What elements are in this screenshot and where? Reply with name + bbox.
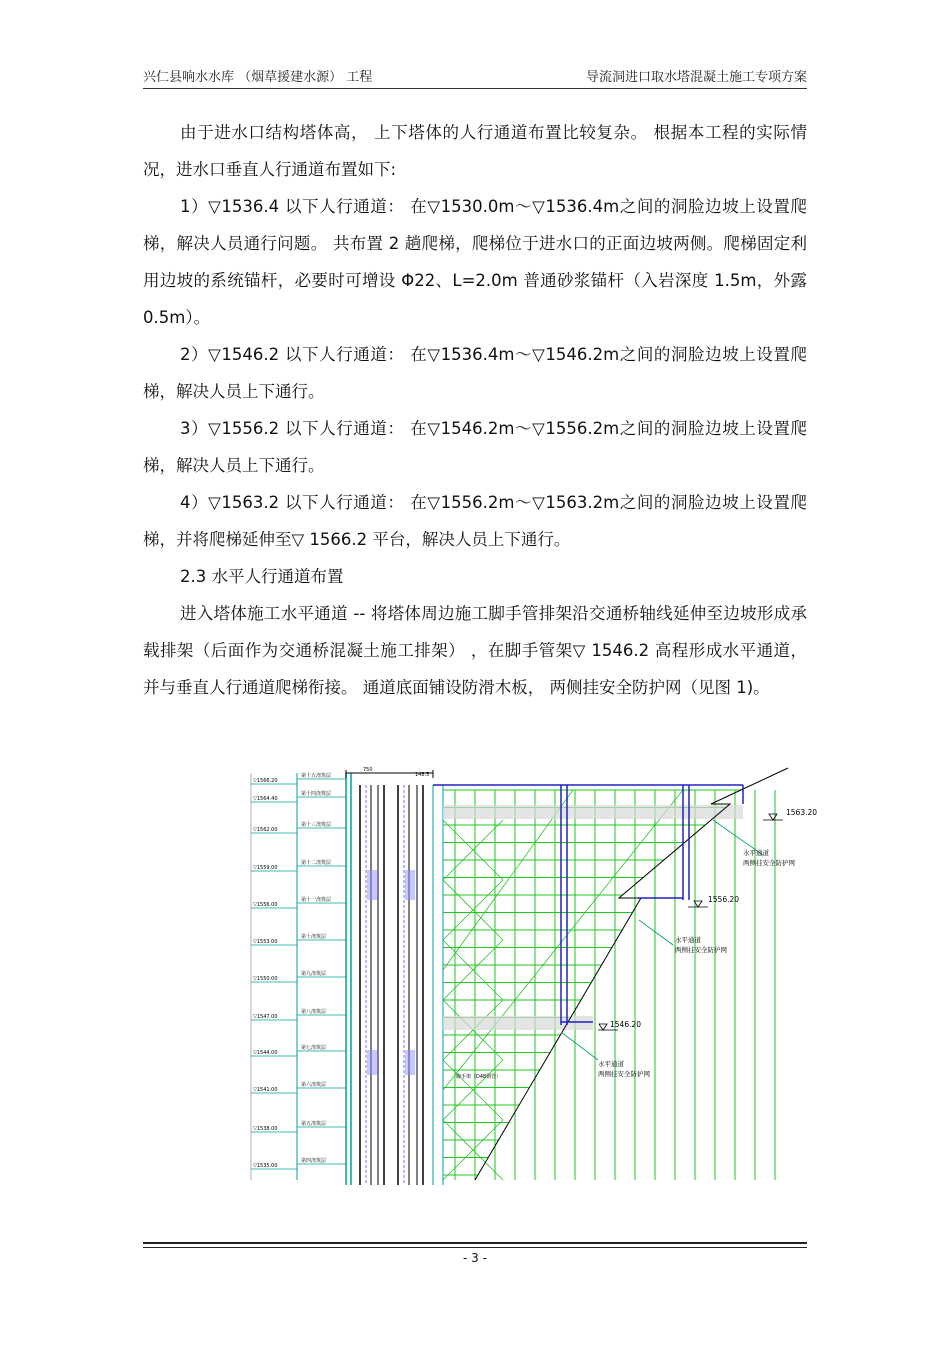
layer-label: 第八浇筑层 <box>301 1009 327 1015</box>
layer-label: 第五浇筑层 <box>301 1121 327 1127</box>
paragraph-intro: 由于进水口结构塔体高， 上下塔体的人行通道布置比较复杂。 根据本工程的实际情况，进水口垂直人行通道布置如下: <box>143 123 807 179</box>
net-label-2 <box>639 920 728 954</box>
elevation-labels <box>251 772 346 1169</box>
elevation-label: ▽1535.00 <box>253 1163 278 1169</box>
body-text <box>143 114 807 706</box>
footer-rule-thin <box>143 1247 807 1248</box>
layer-label: 第十浇筑层 <box>301 934 327 940</box>
paragraph-item-1: 1）▽1536.4 以下人行通道： 在▽1530.0m～▽1536.4m之间的洞脸边坡上设置爬梯，解决人员通行问题。 共布置 2 趟爬梯，爬梯位于进水口的正面边坡两侧。爬梯固定利用边坡的系统锚杆，必要时可增设 Φ22、L=2.0m 普通砂浆锚杆（入岩深度 1.5m，外露 0.5m）。 <box>143 197 807 327</box>
page-number: - 3 - <box>463 1251 487 1265</box>
elevation-label: ▽1544.00 <box>253 1050 278 1056</box>
net-label-line2: 两侧挂安全防护网 <box>743 859 795 867</box>
elevation-label: ▽1550.00 <box>253 976 278 982</box>
right-elevation-1556 <box>688 895 739 907</box>
layer-label: 第十三浇筑层 <box>301 822 332 828</box>
right-elevation-1563 <box>763 808 817 820</box>
elevation-label: ▽1553.00 <box>253 939 278 945</box>
elevation-label: ▽1562.00 <box>253 827 278 833</box>
section-heading: 2.3 水平人行通道布置 <box>180 567 344 586</box>
elevation-label: ▽1547.00 <box>253 1014 278 1020</box>
layer-label: 第十一浇筑层 <box>301 897 332 903</box>
net-label-line2: 两侧挂安全防护网 <box>675 946 727 954</box>
net-label-line1: 水平通道 <box>743 849 769 857</box>
paragraph-item-3: 3）▽1556.2 以下人行通道： 在▽1546.2m～▽1556.2m之间的洞脸边坡上设置爬梯，解决人员上下通行。 <box>143 419 807 475</box>
scaffold-brace <box>443 790 683 1090</box>
layer-label: 第七浇筑层 <box>301 1045 327 1051</box>
net-label-line1: 水平通道 <box>598 1060 624 1068</box>
elevation-label: ▽1566.20 <box>253 778 278 784</box>
scaffold-note: 脚手架（D48钢管） <box>456 1074 502 1080</box>
scaffold-figure <box>243 760 818 1190</box>
right-elevation-label: 1556.20 <box>708 895 740 904</box>
scaffold-drawing <box>243 760 818 1190</box>
net-label-1 <box>713 820 796 867</box>
right-elevation-1546 <box>598 1020 641 1030</box>
layer-label: 第六浇筑层 <box>301 1082 327 1088</box>
elevation-label: ▽1559.00 <box>253 865 278 871</box>
header-project-title: 兴仁县响水水库 （烟草援建水源） 工程 <box>143 70 373 85</box>
top-dim-1: 750 <box>363 767 373 773</box>
page-header <box>143 64 807 86</box>
elevation-label: ▽1564.40 <box>253 796 278 802</box>
net-label-line2: 两侧挂安全防护网 <box>598 1070 650 1078</box>
elevation-label: ▽1541.00 <box>253 1087 278 1093</box>
layer-label: 第九浇筑层 <box>301 971 327 977</box>
paragraph-item-4: 4）▽1563.2 以下人行通道： 在▽1556.2m～▽1563.2m之间的洞脸边坡上设置爬梯，并将爬梯延伸至▽ 1566.2 平台，解决人员上下通行。 <box>143 493 807 549</box>
layer-label: 第四浇筑层 <box>301 1158 327 1164</box>
net-label-line1: 水平通道 <box>675 936 701 944</box>
scaffold-grid <box>443 790 775 1180</box>
layer-label: 第十四浇筑层 <box>301 791 332 797</box>
header-rule <box>143 88 807 89</box>
net-label-3 <box>561 1032 651 1078</box>
layer-label: 第十二浇筑层 <box>301 860 332 866</box>
header-document-title: 导流洞进口取水塔混凝土施工专项方案 <box>585 70 807 85</box>
elevation-label: ▽1538.00 <box>253 1126 278 1132</box>
footer-rule <box>143 1242 807 1244</box>
layer-label: 第十五浇筑层 <box>301 773 332 779</box>
right-elevation-label: 1546.20 <box>610 1020 642 1029</box>
paragraph-item-2: 2）▽1546.2 以下人行通道： 在▽1536.4m～▽1546.2m之间的洞脸边坡上设置爬梯，解决人员上下通行。 <box>143 345 807 401</box>
top-dim-2: 148.5 <box>415 772 430 778</box>
elevation-label: ▽1556.00 <box>253 902 278 908</box>
paragraph-horizontal: 进入塔体施工水平通道 -- 将塔体周边施工脚手管排架沿交通桥轴线延伸至边坡形成承载排架（后面作为交通桥混凝土施工排架） ，在脚手管架▽ 1546.2 高程形成水平通道， 并与垂直人行通道爬梯衔接。 通道底面铺设防滑木板， 两侧挂安全防护网（见图 1)。 <box>143 604 807 697</box>
right-elevation-label: 1563.20 <box>786 808 818 817</box>
